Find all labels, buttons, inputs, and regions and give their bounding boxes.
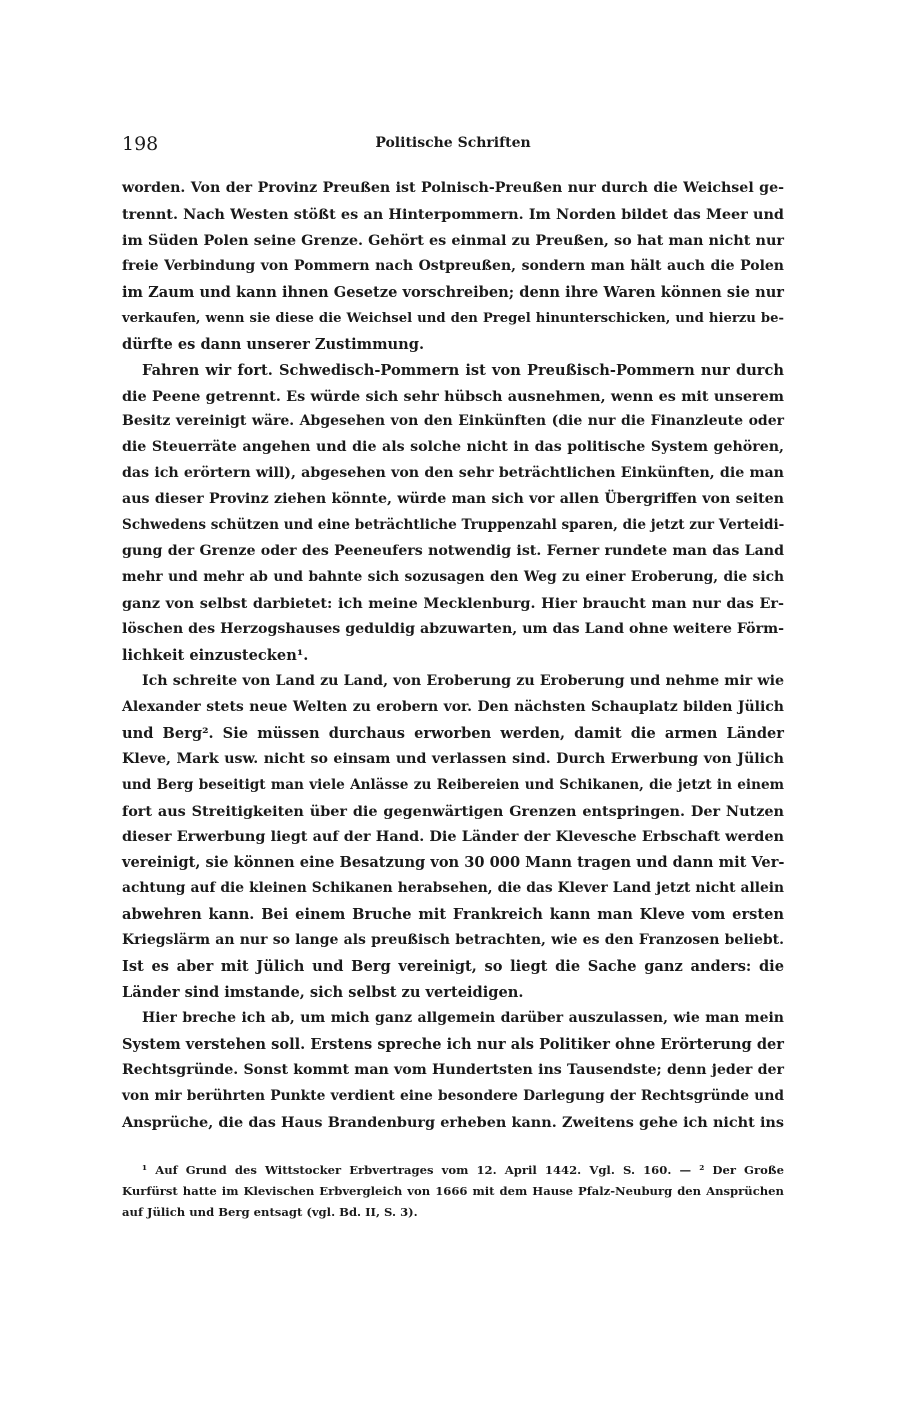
- body-text: [122, 176, 784, 1136]
- text-line: Schwedens schützen und eine beträchtliche Truppenzahl sparen, die jetzt zur Verteidi-: [122, 517, 785, 534]
- text-line: das ich erörtern will), abgesehen von den sehr beträchtlichen Einkünften, die man: [122, 465, 784, 482]
- text-line: aus dieser Provinz ziehen könnte, würde man sich vor allen Übergriffen von seiten: [122, 491, 784, 508]
- footnotes: [122, 1160, 784, 1223]
- page-number: 198: [122, 133, 159, 155]
- text-line: Kleve, Mark usw. nicht so einsam und verlassen sind. Durch Erwerbung von Jülich: [122, 750, 784, 767]
- text-line: und Berg². Sie müssen durchaus erworben werden, damit die armen Länder: [122, 724, 784, 742]
- text-line: worden. Von der Provinz Preußen ist Polnisch-Preußen nur durch die Weichsel ge-: [122, 180, 784, 196]
- text-line: im Zaum und kann ihnen Gesetze vorschreiben; denn ihre Waren können sie nur: [122, 283, 784, 301]
- text-line: Alexander stets neue Welten zu erobern vor. Den nächsten Schauplatz bilden Jülich: [122, 698, 784, 715]
- text-line: Ansprüche, die das Haus Brandenburg erheben kann. Zweitens gehe ich nicht ins: [122, 1113, 784, 1131]
- text-line: verkaufen, wenn sie diese die Weichsel und den Pregel hinunterschicken, und hierzu be-: [122, 310, 784, 326]
- text-line: Ist es aber mit Jülich und Berg vereinigt, so liegt die Sache ganz anders: die: [122, 958, 784, 976]
- text-line: vereinigt, sie können eine Besatzung von 30 000 Mann tragen und dann mit Ver-: [122, 854, 785, 872]
- text-line: Besitz vereinigt wäre. Abgesehen von den Einkünften (die nur die Finanzleute oder: [122, 413, 784, 430]
- text-line: ganz von selbst darbietet: ich meine Mecklenburg. Hier braucht man nur das Er-: [122, 595, 784, 612]
- text-line: dürfte es dann unserer Zustimmung.: [122, 335, 425, 353]
- running-title: Politische Schriften: [375, 135, 531, 151]
- text-line: fort aus Streitigkeiten über die gegenwärtigen Grenzen entspringen. Der Nutzen: [122, 802, 784, 820]
- text-line: und Berg beseitigt man viele Anlässe zu Reibereien und Schikanen, die jetzt in einem: [122, 776, 784, 793]
- text-line: die Steuerräte angehen und die als solche nicht in das politische System gehören,: [122, 439, 784, 456]
- footnote-line: Kurfürst hatte im Klevischen Erbvergleich von 1666 mit dem Hause Pfalz-Neuburg den Ansprüchen: [122, 1184, 784, 1198]
- page-header: [122, 133, 784, 157]
- text-line: Fahren wir fort. Schwedisch-Pommern ist von Preußisch-Pommern nur durch: [142, 361, 784, 379]
- text-line: Hier breche ich ab, um mich ganz allgemein darüber auszulassen, wie man mein: [142, 1010, 784, 1026]
- text-line: abwehren kann. Bei einem Bruche mit Frankreich kann man Kleve vom ersten: [122, 906, 784, 924]
- text-line: von mir berührten Punkte verdient eine besondere Darlegung der Rechtsgründe und: [122, 1087, 784, 1104]
- text-line: löschen des Herzogshauses geduldig abzuwarten, um das Land ohne weitere Förm-: [122, 620, 784, 637]
- text-line: im Süden Polen seine Grenze. Gehört es einmal zu Preußen, so hat man nicht nur: [122, 231, 784, 249]
- text-line: mehr und mehr ab und bahnte sich sozusagen den Weg zu einer Eroberung, die sich: [122, 569, 784, 586]
- text-line: die Peene getrennt. Es würde sich sehr hübsch ausnehmen, wenn es mit unserem: [122, 387, 784, 405]
- text-line: Länder sind imstande, sich selbst zu verteidigen.: [122, 984, 524, 1002]
- text-line: gung der Grenze oder des Peeneufers notwendig ist. Ferner rundete man das Land: [122, 543, 784, 560]
- text-line: Rechtsgründe. Sonst kommt man vom Hundertsten ins Tausendste; denn jeder der: [122, 1061, 784, 1078]
- footnote-line: ¹ Auf Grund des Wittstocker Erbvertrages vom 12. April 1442. Vgl. S. 160. — ² Der Große: [142, 1163, 784, 1177]
- text-line: freie Verbindung von Pommern nach Ostpreußen, sondern man hält auch die Polen: [122, 257, 784, 274]
- footnote-line: auf Jülich und Berg entsagt (vgl. Bd. II, S. 3).: [122, 1205, 418, 1219]
- text-line: lichkeit einzustecken¹.: [122, 646, 309, 664]
- text-line: Kriegslärm an nur so lange als preußisch betrachten, wie es den Franzosen beliebt.: [122, 932, 784, 949]
- text-line: achtung auf die kleinen Schikanen herabsehen, die das Klever Land jetzt nicht allein: [122, 880, 784, 897]
- text-line: System verstehen soll. Erstens spreche ich nur als Politiker ohne Erörterung der: [122, 1035, 784, 1053]
- text-line: trennt. Nach Westen stößt es an Hinterpommern. Im Norden bildet das Meer und: [122, 205, 784, 223]
- text-line: dieser Erwerbung liegt auf der Hand. Die Länder der Klevesche Erbschaft werden: [122, 828, 784, 846]
- text-line: Ich schreite von Land zu Land, von Eroberung zu Eroberung und nehme mir wie: [142, 672, 784, 689]
